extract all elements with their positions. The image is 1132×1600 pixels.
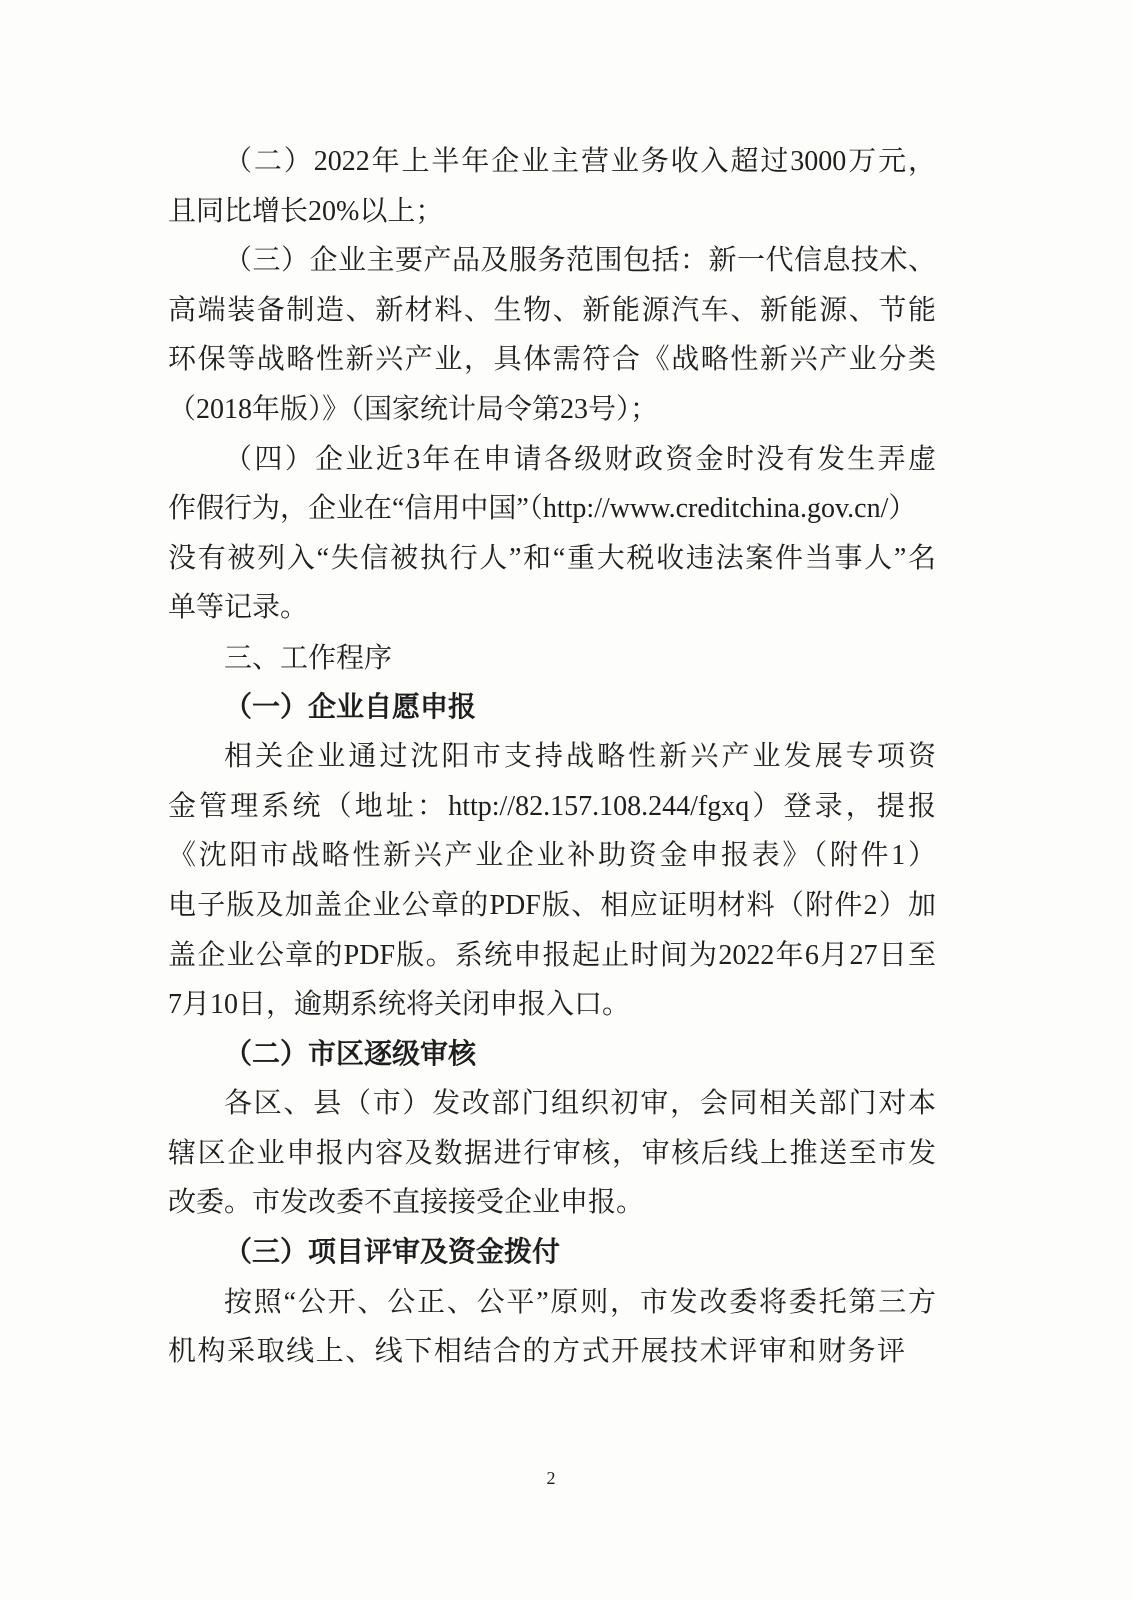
- step-title: （三）项目评审及资金拨付: [224, 1237, 561, 1269]
- step-body-line: 机构采取线上、线下相结合的方式开展技术评审和财务评: [168, 1336, 905, 1368]
- step-body-line: 7月10日，逾期系统将关闭申报入口。: [168, 989, 631, 1021]
- step-body-line: 按照“公开、公正、公平”原则，市发改委将委托第三方: [224, 1286, 936, 1318]
- step-title: （二）市区逐级审核: [224, 1038, 477, 1070]
- step-body-line: 电子版及加盖企业公章的PDF版、相应证明材料（附件2）加: [168, 889, 936, 921]
- step-body-line: 各区、县（市）发改部门组织初审，会同相关部门对本: [224, 1088, 936, 1120]
- document-body: [168, 137, 936, 1377]
- condition-item-4-line: 作假行为，企业在“信用中国”（http://www.creditchina.gov.cn/）: [168, 493, 917, 525]
- step-body-line: 改委。市发改委不直接接受企业申报。: [168, 1187, 645, 1219]
- step-body-line: 辖区企业申报内容及数据进行审核，审核后线上推送至市发: [168, 1137, 936, 1169]
- condition-item-3-line: （2018年版）》（国家统计局令第23号）；: [168, 393, 659, 425]
- step-title: （一）企业自愿申报: [224, 691, 477, 723]
- procedure-step-1: [168, 683, 936, 1030]
- step-body-line: 《沈阳市战略性新兴产业企业补助资金申报表》（附件1）: [168, 840, 936, 872]
- condition-item-4-line: 单等记录。: [168, 592, 309, 624]
- condition-item-2-line: （二）2022年上半年企业主营业务收入超过3000万元，: [224, 146, 936, 177]
- condition-item-3-line: 环保等战略性新兴产业，具体需符合《战略性新兴产业分类: [168, 344, 936, 376]
- condition-item-4-line: （四）企业近3年在申请各级财政资金时没有发生弄虚: [224, 443, 936, 475]
- condition-item-3-line: 高端装备制造、新材料、生物、新能源汽车、新能源、节能: [168, 294, 936, 326]
- step-body-line: 盖企业公章的PDF版。系统申报起止时间为2022年6月27日至: [168, 939, 936, 971]
- step-body-line: 相关企业通过沈阳市支持战略性新兴产业发展专项资: [224, 741, 936, 773]
- condition-item-4-line: 没有被列入“失信被执行人”和“重大税收违法案件当事人”名: [168, 542, 936, 574]
- condition-item-2-line: 且同比增长20%以上；: [168, 195, 444, 227]
- step-body-line: 金管理系统（地址：http://82.157.108.244/fgxq）登录，提报: [168, 790, 936, 822]
- procedure-step-3: [168, 1228, 936, 1377]
- section-heading: 三、工作程序: [224, 641, 393, 673]
- condition-item-2: [168, 137, 936, 236]
- page-number: 2: [546, 1468, 556, 1488]
- condition-item-3: [168, 236, 936, 434]
- procedure-step-2: [168, 1030, 936, 1228]
- condition-item-3-line: （三）企业主要产品及服务范围包括：新一代信息技术、: [224, 245, 936, 277]
- condition-item-4: [168, 435, 936, 633]
